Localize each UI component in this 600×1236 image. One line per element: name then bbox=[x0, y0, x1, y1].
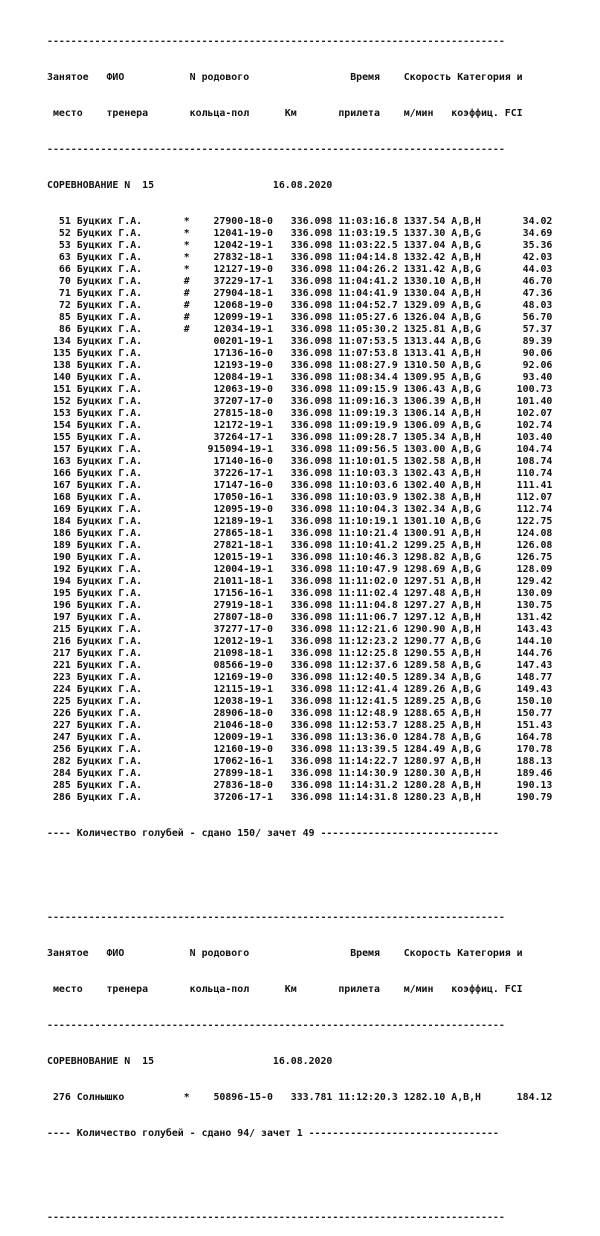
table-row: 154 Буцких Г.А. 12172-19-1 336.098 11:09:19.9 1306.09 A,B,G 102.74 bbox=[47, 420, 553, 431]
table-row: 195 Буцких Г.А. 17156-16-1 336.098 11:11:02.4 1297.48 A,B,H 130.09 bbox=[47, 588, 553, 599]
table-row: 189 Буцких Г.А. 27821-18-1 336.098 11:10:41.2 1299.25 A,B,H 126.08 bbox=[47, 540, 553, 551]
header-row-1: Занятое ФИО N родового Время Скорость Категория и bbox=[47, 948, 523, 959]
table-row: 226 Буцких Г.А. 28906-18-0 336.098 11:12:48.9 1288.65 A,B,H 150.77 bbox=[47, 708, 553, 719]
table-row: 52 Буцких Г.А. * 12041-19-0 336.098 11:03:19.5 1337.30 A,B,G 34.69 bbox=[47, 228, 553, 239]
table-row: 224 Буцких Г.А. 12115-19-1 336.098 11:12:41.4 1289.26 A,B,G 149.43 bbox=[47, 684, 553, 695]
table-row: 225 Буцких Г.А. 12038-19-1 336.098 11:12:41.5 1289.25 A,B,G 150.10 bbox=[47, 696, 553, 707]
header-row-2: место тренера кольца-пол Км прилета м/мин коэффиц. FCI bbox=[47, 984, 523, 995]
table-row: 71 Буцких Г.А. # 27904-18-1 336.098 11:04:41.9 1330.04 A,B,H 47.36 bbox=[47, 288, 553, 299]
table-row: 215 Буцких Г.А. 37277-17-0 336.098 11:12:21.6 1290.90 A,B,H 143.43 bbox=[47, 624, 553, 635]
table-row: 70 Буцких Г.А. # 37229-17-1 336.098 11:04:41.2 1330.10 A,B,H 46.70 bbox=[47, 276, 553, 287]
table-row: 282 Буцких Г.А. 17062-16-1 336.098 11:14:22.7 1280.97 A,B,H 188.13 bbox=[47, 756, 553, 767]
table-row: 51 Буцких Г.А. * 27900-18-0 336.098 11:03:16.8 1337.54 A,B,H 34.02 bbox=[47, 216, 553, 227]
table-row: 192 Буцких Г.А. 12004-19-1 336.098 11:10:47.9 1298.69 A,B,G 128.09 bbox=[47, 564, 553, 575]
section-rule: ----------------------------------------------------------------------------- bbox=[47, 912, 505, 923]
table-row: 72 Буцких Г.А. # 12068-19-0 336.098 11:04:52.7 1329.09 A,B,G 48.03 bbox=[47, 300, 553, 311]
header-row-1: Занятое ФИО N родового Время Скорость Категория и bbox=[47, 72, 523, 83]
table-row: 286 Буцких Г.А. 37206-17-1 336.098 11:14:31.8 1280.23 A,B,H 190.79 bbox=[47, 792, 553, 803]
table-row: 217 Буцких Г.А. 21098-18-1 336.098 11:12:25.8 1290.55 A,B,H 144.76 bbox=[47, 648, 553, 659]
summary-line: ---- Количество голубей - сдано 150/ зачет 49 ------------------------------ bbox=[47, 828, 499, 839]
header-rule: ----------------------------------------------------------------------------- bbox=[47, 144, 505, 155]
table-row: 138 Буцких Г.А. 12193-19-0 336.098 11:08:27.9 1310.50 A,B,G 92.06 bbox=[47, 360, 553, 371]
table-row: 216 Буцких Г.А. 12012-19-1 336.098 11:12:23.2 1290.77 A,B,G 144.10 bbox=[47, 636, 553, 647]
table-row: 153 Буцких Г.А. 27815-18-0 336.098 11:09:19.3 1306.14 A,B,H 102.07 bbox=[47, 408, 553, 419]
table-row: 190 Буцких Г.А. 12015-19-1 336.098 11:10:46.3 1298.82 A,B,G 126.75 bbox=[47, 552, 553, 563]
table-row: 152 Буцких Г.А. 37207-17-0 336.098 11:09:16.3 1306.39 A,B,H 101.40 bbox=[47, 396, 553, 407]
table-row: 135 Буцких Г.А. 17136-16-0 336.098 11:07:53.8 1313.41 A,B,H 90.06 bbox=[47, 348, 553, 359]
table-row: 285 Буцких Г.А. 27836-18-0 336.098 11:14:31.2 1280.28 A,B,H 190.13 bbox=[47, 780, 553, 791]
table-row: 196 Буцких Г.А. 27919-18-1 336.098 11:11:04.8 1297.27 A,B,H 130.75 bbox=[47, 600, 553, 611]
results-table-2 bbox=[47, 1092, 552, 1104]
header-rule: ----------------------------------------------------------------------------- bbox=[47, 1020, 505, 1031]
top-rule: ----------------------------------------------------------------------------- bbox=[47, 36, 505, 47]
table-row: 166 Буцких Г.А. 37226-17-1 336.098 11:10:03.3 1302.43 A,B,H 110.74 bbox=[47, 468, 553, 479]
table-row: 223 Буцких Г.А. 12169-19-0 336.098 11:12:40.5 1289.34 A,B,G 148.77 bbox=[47, 672, 553, 683]
table-row: 184 Буцких Г.А. 12189-19-1 336.098 11:10:19.1 1301.10 A,B,G 122.75 bbox=[47, 516, 553, 527]
table-row: 134 Буцких Г.А. 00201-19-1 336.098 11:07:53.5 1313.44 A,B,G 89.39 bbox=[47, 336, 553, 347]
table-row: 155 Буцких Г.А. 37264-17-1 336.098 11:09:28.7 1305.34 A,B,H 103.40 bbox=[47, 432, 553, 443]
table-row: 194 Буцких Г.А. 21011-18-1 336.098 11:11:02.0 1297.51 A,B,H 129.42 bbox=[47, 576, 553, 587]
summary-line: ---- Количество голубей - сдано 94/ зачет 1 -------------------------------- bbox=[47, 1128, 499, 1139]
bottom-rule: ----------------------------------------------------------------------------- bbox=[47, 1212, 505, 1223]
table-row: 157 Буцких Г.А. 915094-19-1 336.098 11:09:56.5 1303.00 A,B,G 104.74 bbox=[47, 444, 553, 455]
table-row: 197 Буцких Г.А. 27807-18-0 336.098 11:11:06.7 1297.12 A,B,H 131.42 bbox=[47, 612, 553, 623]
section-gap bbox=[47, 876, 552, 888]
competition-line: СОРЕВНОВАНИЕ N 15 16.08.2020 bbox=[47, 1056, 333, 1067]
table-row: 186 Буцких Г.А. 27865-18-1 336.098 11:10:21.4 1300.91 A,B,H 124.08 bbox=[47, 528, 553, 539]
table-row: 63 Буцких Г.А. * 27832-18-1 336.098 11:04:14.8 1332.42 A,B,H 42.03 bbox=[47, 252, 553, 263]
table-row: 256 Буцких Г.А. 12160-19-0 336.098 11:13:39.5 1284.49 A,B,G 170.78 bbox=[47, 744, 553, 755]
table-row: 168 Буцких Г.А. 17050-16-1 336.098 11:10:03.9 1302.38 A,B,H 112.07 bbox=[47, 492, 553, 503]
table-row: 86 Буцких Г.А. # 12034-19-1 336.098 11:05:30.2 1325.81 A,B,G 57.37 bbox=[47, 324, 553, 335]
bottom-gap bbox=[47, 1176, 552, 1188]
table-row: 284 Буцких Г.А. 27899-18-1 336.098 11:14:30.9 1280.30 A,B,H 189.46 bbox=[47, 768, 553, 779]
table-row: 151 Буцких Г.А. 12063-19-0 336.098 11:09:15.9 1306.43 A,B,G 100.73 bbox=[47, 384, 553, 395]
header-row-2: место тренера кольца-пол Км прилета м/мин коэффиц. FCI bbox=[47, 108, 523, 119]
table-row: 140 Буцких Г.А. 12084-19-1 336.098 11:08:34.4 1309.95 A,B,G 93.40 bbox=[47, 372, 553, 383]
table-row: 221 Буцких Г.А. 08566-19-0 336.098 11:12:37.6 1289.58 A,B,G 147.43 bbox=[47, 660, 553, 671]
table-row: 247 Буцких Г.А. 12009-19-1 336.098 11:13:36.0 1284.78 A,B,G 164.78 bbox=[47, 732, 553, 743]
results-document bbox=[47, 12, 552, 1236]
table-row: 66 Буцких Г.А. * 12127-19-0 336.098 11:04:26.2 1331.42 A,B,G 44.03 bbox=[47, 264, 553, 275]
table-row: 53 Буцких Г.А. * 12042-19-1 336.098 11:03:22.5 1337.04 A,B,G 35.36 bbox=[47, 240, 553, 251]
table-row: 227 Буцких Г.А. 21046-18-0 336.098 11:12:53.7 1288.25 A,B,H 151.43 bbox=[47, 720, 553, 731]
table-row: 85 Буцких Г.А. # 12099-19-1 336.098 11:05:27.6 1326.04 A,B,G 56.70 bbox=[47, 312, 553, 323]
table-row: 276 Солнышко * 50896-15-0 333.781 11:12:20.3 1282.10 A,B,H 184.12 bbox=[47, 1092, 553, 1103]
competition-line: СОРЕВНОВАНИЕ N 15 16.08.2020 bbox=[47, 180, 333, 191]
table-row: 163 Буцких Г.А. 17140-16-0 336.098 11:10:01.5 1302.58 A,B,H 108.74 bbox=[47, 456, 553, 467]
table-row: 167 Буцких Г.А. 17147-16-0 336.098 11:10:03.6 1302.40 A,B,H 111.41 bbox=[47, 480, 553, 491]
results-table-1 bbox=[47, 216, 552, 804]
table-row: 169 Буцких Г.А. 12095-19-0 336.098 11:10:04.3 1302.34 A,B,G 112.74 bbox=[47, 504, 553, 515]
